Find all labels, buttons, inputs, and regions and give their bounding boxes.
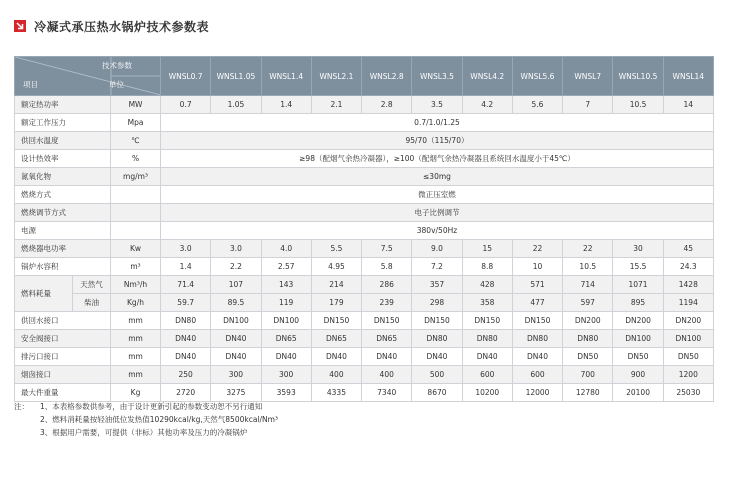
row-unit bbox=[111, 186, 161, 204]
table-cell: DN40 bbox=[161, 330, 211, 348]
table-cell: DN150 bbox=[362, 312, 412, 330]
model-header: WNSL5.6 bbox=[512, 57, 562, 96]
table-cell-span: 微正压室燃 bbox=[161, 186, 714, 204]
table-cell: 2720 bbox=[161, 384, 211, 402]
table-cell: 2.57 bbox=[261, 258, 311, 276]
header-model-label: 技术参数 bbox=[102, 61, 133, 70]
table-cell: 1200 bbox=[663, 366, 713, 384]
row-label: 燃烧调节方式 bbox=[15, 204, 111, 222]
row-unit: mm bbox=[111, 348, 161, 366]
row-unit: m³ bbox=[111, 258, 161, 276]
page-title: 冷凝式承压热水锅炉技术参数表 bbox=[34, 19, 210, 34]
table-cell: DN40 bbox=[261, 348, 311, 366]
table-cell: 2.8 bbox=[362, 96, 412, 114]
table-cell: 12780 bbox=[563, 384, 613, 402]
table-row bbox=[15, 384, 714, 402]
table-cell: 89.5 bbox=[211, 294, 261, 312]
table-cell: DN40 bbox=[412, 348, 462, 366]
table-cell: 477 bbox=[512, 294, 562, 312]
row-label: 供回水温度 bbox=[15, 132, 111, 150]
table-cell-span: ≤30mg bbox=[161, 168, 714, 186]
table-cell: 71.4 bbox=[161, 276, 211, 294]
table-cell-span: ≥98（配烟气余热冷凝器），≥100（配烟气余热冷凝器且系统回水温度小于45℃） bbox=[161, 150, 714, 168]
header-corner bbox=[15, 57, 161, 96]
table-row bbox=[15, 330, 714, 348]
row-unit: mm bbox=[111, 312, 161, 330]
table-cell: 900 bbox=[613, 366, 663, 384]
table-cell: DN40 bbox=[311, 348, 361, 366]
table-cell: 4.2 bbox=[462, 96, 512, 114]
table-cell: 2.1 bbox=[311, 96, 361, 114]
table-row bbox=[15, 96, 714, 114]
model-header: WNSL3.5 bbox=[412, 57, 462, 96]
row-label: 锅炉水容积 bbox=[15, 258, 111, 276]
table-cell: DN100 bbox=[261, 312, 311, 330]
table-cell: 10.5 bbox=[563, 258, 613, 276]
table-cell: 3275 bbox=[211, 384, 261, 402]
table-row bbox=[15, 258, 714, 276]
table-cell: DN150 bbox=[311, 312, 361, 330]
table-cell: 3.5 bbox=[412, 96, 462, 114]
table-cell: 298 bbox=[412, 294, 462, 312]
table-cell: DN80 bbox=[161, 312, 211, 330]
table-cell: 4.0 bbox=[261, 240, 311, 258]
model-header: WNSL10.5 bbox=[613, 57, 663, 96]
model-header: WNSL4.2 bbox=[462, 57, 512, 96]
header-unit-label: 单位 bbox=[109, 80, 125, 89]
row-unit bbox=[111, 204, 161, 222]
note-item: 3、根据用户需要，可提供（非标）其他功率及压力的冷凝锅炉 bbox=[40, 428, 248, 437]
table-cell: 59.7 bbox=[161, 294, 211, 312]
model-header: WNSL1.05 bbox=[211, 57, 261, 96]
table-cell: 10200 bbox=[462, 384, 512, 402]
row-label: 烟囱接口 bbox=[15, 366, 111, 384]
row-label: 氮氧化物 bbox=[15, 168, 111, 186]
table-cell: DN200 bbox=[663, 312, 713, 330]
table-cell-span: 电子比例调节 bbox=[161, 204, 714, 222]
table-cell: DN80 bbox=[563, 330, 613, 348]
table-row bbox=[15, 276, 714, 294]
row-unit: Kg/h bbox=[111, 294, 161, 312]
table-cell: DN150 bbox=[462, 312, 512, 330]
model-header: WNSL2.8 bbox=[362, 57, 412, 96]
table-cell: 358 bbox=[462, 294, 512, 312]
table-cell: 3.0 bbox=[161, 240, 211, 258]
table-cell: 1428 bbox=[663, 276, 713, 294]
arrow-down-right-icon bbox=[14, 20, 26, 32]
table-cell: DN50 bbox=[663, 348, 713, 366]
notes bbox=[14, 400, 278, 439]
header-row bbox=[15, 57, 714, 96]
table-cell: DN80 bbox=[512, 330, 562, 348]
notes-prefix: 注： bbox=[14, 402, 29, 411]
table-cell: 571 bbox=[512, 276, 562, 294]
table-cell: 5.5 bbox=[311, 240, 361, 258]
row-label: 燃烧器电功率 bbox=[15, 240, 111, 258]
row-unit: Kw bbox=[111, 240, 161, 258]
table-cell: 45 bbox=[663, 240, 713, 258]
table-row bbox=[15, 222, 714, 240]
table-cell: 8.8 bbox=[462, 258, 512, 276]
table-cell: 0.7 bbox=[161, 96, 211, 114]
table-cell: DN40 bbox=[161, 348, 211, 366]
row-unit: MW bbox=[111, 96, 161, 114]
model-header: WNSL1.4 bbox=[261, 57, 311, 96]
table-cell: 7.2 bbox=[412, 258, 462, 276]
table-cell: 24.3 bbox=[663, 258, 713, 276]
model-header: WNSL0.7 bbox=[161, 57, 211, 96]
table-row bbox=[15, 186, 714, 204]
row-label: 额定工作压力 bbox=[15, 114, 111, 132]
row-unit: Nm³/h bbox=[111, 276, 161, 294]
table-cell: 400 bbox=[362, 366, 412, 384]
table-cell: 12000 bbox=[512, 384, 562, 402]
table-cell: 1071 bbox=[613, 276, 663, 294]
table-cell: 9.0 bbox=[412, 240, 462, 258]
table-row bbox=[15, 348, 714, 366]
table-cell: 7.5 bbox=[362, 240, 412, 258]
table-cell: DN200 bbox=[563, 312, 613, 330]
table-cell: DN100 bbox=[211, 312, 261, 330]
table-cell: 500 bbox=[412, 366, 462, 384]
table-cell: 1.4 bbox=[161, 258, 211, 276]
row-unit: mg/m³ bbox=[111, 168, 161, 186]
row-label: 安全阀接口 bbox=[15, 330, 111, 348]
table-cell: 300 bbox=[211, 366, 261, 384]
table-cell: 239 bbox=[362, 294, 412, 312]
row-unit bbox=[111, 222, 161, 240]
table-row bbox=[15, 114, 714, 132]
table-cell: DN40 bbox=[462, 348, 512, 366]
table-cell: 8670 bbox=[412, 384, 462, 402]
spec-table bbox=[14, 56, 714, 402]
table-row bbox=[15, 312, 714, 330]
row-label: 电源 bbox=[15, 222, 111, 240]
table-cell: DN100 bbox=[613, 330, 663, 348]
table-cell: 400 bbox=[311, 366, 361, 384]
table-row bbox=[15, 240, 714, 258]
table-cell: 2.2 bbox=[211, 258, 261, 276]
table-cell: 428 bbox=[462, 276, 512, 294]
row-label: 供回水接口 bbox=[15, 312, 111, 330]
table-cell: 14 bbox=[663, 96, 713, 114]
table-cell-span: 380v/50Hz bbox=[161, 222, 714, 240]
table-row bbox=[15, 132, 714, 150]
table-cell: 714 bbox=[563, 276, 613, 294]
table-cell: 22 bbox=[563, 240, 613, 258]
table-cell: DN200 bbox=[613, 312, 663, 330]
table-cell: 143 bbox=[261, 276, 311, 294]
table-cell: 597 bbox=[563, 294, 613, 312]
row-sublabel: 柴油 bbox=[73, 294, 111, 312]
model-header: WNSL7 bbox=[563, 57, 613, 96]
table-cell: 4335 bbox=[311, 384, 361, 402]
table-cell: 357 bbox=[412, 276, 462, 294]
table-cell: DN40 bbox=[512, 348, 562, 366]
table-cell: DN80 bbox=[412, 330, 462, 348]
row-label: 燃料耗量 bbox=[15, 276, 73, 312]
row-label: 设计热效率 bbox=[15, 150, 111, 168]
table-cell: DN80 bbox=[462, 330, 512, 348]
table-cell: DN65 bbox=[311, 330, 361, 348]
table-cell: 895 bbox=[613, 294, 663, 312]
table-cell: 300 bbox=[261, 366, 311, 384]
table-cell: 22 bbox=[512, 240, 562, 258]
table-cell: 4.95 bbox=[311, 258, 361, 276]
table-cell-span: 0.7/1.0/1.25 bbox=[161, 114, 714, 132]
table-cell: DN150 bbox=[412, 312, 462, 330]
model-header: WNSL2.1 bbox=[311, 57, 361, 96]
row-label: 排污口接口 bbox=[15, 348, 111, 366]
table-cell: DN65 bbox=[261, 330, 311, 348]
note-item: 1、本表格参数供参考，由于设计更新引起的参数变动恕不另行通知 bbox=[40, 402, 263, 411]
table-cell: 25030 bbox=[663, 384, 713, 402]
table-cell: 15 bbox=[462, 240, 512, 258]
table-cell: 3.0 bbox=[211, 240, 261, 258]
table-cell: 286 bbox=[362, 276, 412, 294]
table-cell: 700 bbox=[563, 366, 613, 384]
table-row bbox=[15, 168, 714, 186]
table-cell: 179 bbox=[311, 294, 361, 312]
table-cell: 10 bbox=[512, 258, 562, 276]
row-label: 最大件重量 bbox=[15, 384, 111, 402]
table-cell: 3593 bbox=[261, 384, 311, 402]
row-unit: mm bbox=[111, 366, 161, 384]
row-unit: ℃ bbox=[111, 132, 161, 150]
table-cell: DN50 bbox=[613, 348, 663, 366]
table-cell: 5.6 bbox=[512, 96, 562, 114]
table-cell: 1.05 bbox=[211, 96, 261, 114]
note-item: 2、燃料消耗量按轻油低位发热值10290kcal/kg,天然气8500kcal/Nm³ bbox=[40, 415, 278, 424]
table-cell: 250 bbox=[161, 366, 211, 384]
table-cell: 7340 bbox=[362, 384, 412, 402]
row-sublabel: 天然气 bbox=[73, 276, 111, 294]
row-unit: % bbox=[111, 150, 161, 168]
table-cell: 5.8 bbox=[362, 258, 412, 276]
table-cell: DN40 bbox=[211, 330, 261, 348]
table-row bbox=[15, 366, 714, 384]
table-cell: 119 bbox=[261, 294, 311, 312]
table-cell: 20100 bbox=[613, 384, 663, 402]
table-cell: 30 bbox=[613, 240, 663, 258]
table-cell: DN100 bbox=[663, 330, 713, 348]
row-unit: Kg bbox=[111, 384, 161, 402]
table-row bbox=[15, 294, 714, 312]
row-label: 燃烧方式 bbox=[15, 186, 111, 204]
row-label: 额定热功率 bbox=[15, 96, 111, 114]
table-cell: 107 bbox=[211, 276, 261, 294]
table-cell: 7 bbox=[563, 96, 613, 114]
table-cell: DN40 bbox=[211, 348, 261, 366]
table-row bbox=[15, 150, 714, 168]
table-cell: DN50 bbox=[563, 348, 613, 366]
table-cell: 214 bbox=[311, 276, 361, 294]
title-bar bbox=[14, 17, 209, 35]
row-unit: mm bbox=[111, 330, 161, 348]
table-cell: DN65 bbox=[362, 330, 412, 348]
table-cell: DN150 bbox=[512, 312, 562, 330]
header-item-label: 项目 bbox=[23, 80, 38, 89]
table-cell-span: 95/70（115/70） bbox=[161, 132, 714, 150]
table-cell: 1194 bbox=[663, 294, 713, 312]
table-cell: 1.4 bbox=[261, 96, 311, 114]
table-cell: 10.5 bbox=[613, 96, 663, 114]
table-cell: DN40 bbox=[362, 348, 412, 366]
table-cell: 15.5 bbox=[613, 258, 663, 276]
table-cell: 600 bbox=[512, 366, 562, 384]
table-cell: 600 bbox=[462, 366, 512, 384]
model-header: WNSL14 bbox=[663, 57, 713, 96]
row-unit: Mpa bbox=[111, 114, 161, 132]
table-row bbox=[15, 204, 714, 222]
